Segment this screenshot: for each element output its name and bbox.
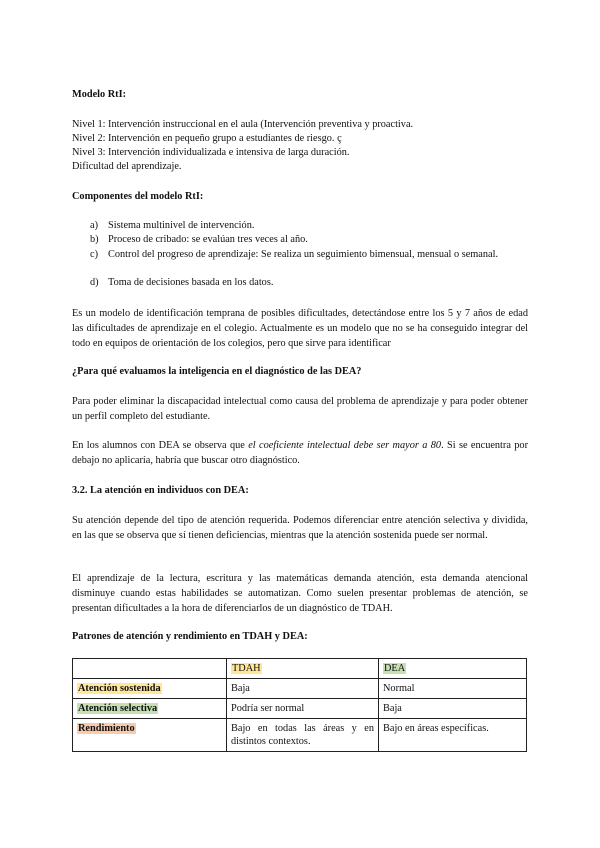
table-cell: Podría ser normal <box>227 699 379 719</box>
list-item-text: Toma de decisiones basada en los datos. <box>108 277 274 288</box>
list-marker: b) <box>90 234 99 245</box>
table-cell: Normal <box>379 679 527 699</box>
attention-paragraph-2: El aprendizaje de la lectura, escritura y las matemáticas demanda atención, esta demanda atencional disminuye cuando estas habilidades se automatizan. Como suelen presentar problemas de atención, se presentan dificultades a la hora de diferenciarlos de un diagnóstico de TDAH. <box>72 573 528 614</box>
table-header-cell <box>379 659 527 679</box>
attention-paragraph-1: Su atención depende del tipo de atención requerida. Podemos diferenciar entre atención selectiva y dividida, en las que se observa que sí tienen deficiencias, mientras que la atención sostenida puede ser normal. <box>72 515 528 541</box>
intelligence-paragraph-1: Para poder eliminar la discapacidad intelectual como causa del problema de aprendizaje y para poder obtener un perfil completo del estudiante. <box>72 396 528 422</box>
row-label: Atención sostenida <box>78 683 161 694</box>
rti-level-1: Nivel 1: Intervención instruccional en el aula (Intervención preventiva y proactiva. <box>72 119 414 130</box>
list-marker: c) <box>90 249 98 260</box>
row-label: Rendimiento <box>78 723 135 734</box>
patterns-table <box>72 658 527 752</box>
rti-level-3: Nivel 3: Intervención individualizada e intensiva de larga duración. <box>72 147 350 158</box>
list-marker: a) <box>90 220 98 231</box>
components-heading: Componentes del modelo RtI: <box>72 191 204 202</box>
dea-header: DEA <box>384 663 406 674</box>
list-item-text: Proceso de cribado: se evalúan tres veces al año. <box>108 234 308 245</box>
table-header-row <box>73 659 527 679</box>
intelligence-paragraph-2 <box>72 438 528 468</box>
list-item <box>90 219 528 233</box>
table-row <box>73 719 527 752</box>
list-item <box>90 248 528 262</box>
row-label-cell <box>73 699 227 719</box>
list-item <box>90 233 528 247</box>
rti-level-2: Nivel 2: Intervención en pequeño grupo a estudiantes de riesgo. ç <box>72 133 342 144</box>
list-marker: d) <box>90 277 99 288</box>
table-cell: Baja <box>227 679 379 699</box>
row-label-cell <box>73 719 227 752</box>
list-item-text: Sistema multinivel de intervención. <box>108 220 255 231</box>
patterns-heading: Patrones de atención y rendimiento en TDAH y DEA: <box>72 631 308 642</box>
iq-emphasis: el coeficiente intelectual debe ser mayor a 80 <box>248 440 442 451</box>
table-header-cell <box>227 659 379 679</box>
tdah-header: TDAH <box>232 663 261 674</box>
list-item <box>90 276 528 290</box>
row-label-cell <box>73 679 227 699</box>
table-cell: Baja <box>379 699 527 719</box>
table-row <box>73 679 527 699</box>
paragraph-text: En los alumnos con DEA se observa que <box>72 440 249 451</box>
table-cell: Bajo en todas las áreas y en distintos contextos. <box>227 719 379 752</box>
row-label: Atención selectiva <box>78 703 158 714</box>
table-row <box>73 699 527 719</box>
table-header-cell <box>73 659 227 679</box>
paragraph-text: . Si se encuentra por debajo no aplicaría, habría que buscar otro diagnóstico. <box>72 440 529 466</box>
rti-heading: Modelo RtI: <box>72 89 127 100</box>
attention-heading: 3.2. La atención en individuos con DEA: <box>72 485 249 496</box>
rti-description: Es un modelo de identificación temprana de posibles dificultades, detectándose entre los 5 y 7 años de edad las dificultades de aprendizaje en el colegio. Actualmente es un modelo que no se ha conseguido integrar del todo en equipos de orientación de los colegios, pero que sirve para identificar <box>72 308 528 349</box>
list-item-text: Control del progreso de aprendizaje: Se realiza un seguimiento bimensual, mensual o semanal. <box>108 249 499 260</box>
table-cell: Bajo en áreas específicas. <box>379 719 527 752</box>
rti-level-note: Dificultad del aprendizaje. <box>72 161 182 172</box>
intelligence-heading: ¿Para qué evaluamos la inteligencia en el diagnóstico de las DEA? <box>72 366 362 377</box>
